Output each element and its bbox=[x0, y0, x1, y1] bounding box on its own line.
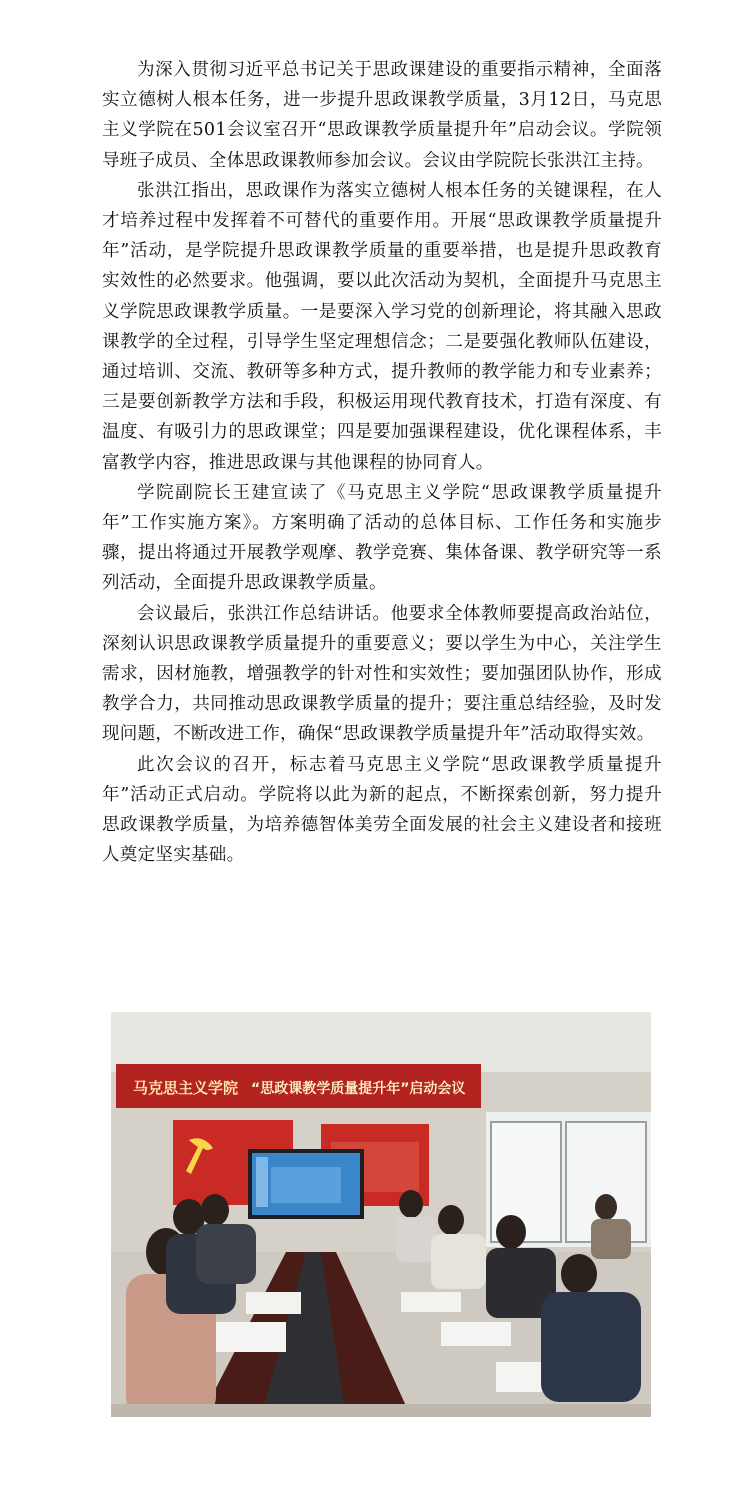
paragraph-2: 张洪江指出，思政课作为落实立德树人根本任务的关键课程，在人才培养过程中发挥着不可替代的重要作用。开展“思政课教学质量提升年”活动，是学院提升思政课教学质量的重要举措，也是提升思政教育实效性的必然要求。他强调，要以此次活动为契机，全面提升马克思主义学院思政课教学质量。一是要深入学习党的创新理论，将其融入思政课教学的全过程，引导学生坚定理想信念；二是要强化教师队伍建设，通过培训、交流、教研等多种方式，提升教师的教学能力和专业素养；三是要创新教学方法和手段，积极运用现代教育技术，打造有深度、有温度、有吸引力的思政课堂；四是要加强课程建设，优化课程体系，丰富教学内容，推进思政课与其他课程的协同育人。 bbox=[102, 180, 662, 473]
paragraph-5: 此次会议的召开，标志着马克思主义学院“思政课教学质量提升年”活动正式启动。学院将以此为新的起点，不断探索创新，努力提升思政课教学质量，为培养德智体美劳全面发展的社会主义建设者和接班人奠定坚实基础。 bbox=[102, 754, 662, 866]
banner-right-text: “思政课教学质量提升年”启动会议 bbox=[251, 1081, 466, 1097]
paragraph-1: 为深入贯彻习近平总书记关于思政课建设的重要指示精神，全面落实立德树人根本任务，进一步提升思政课教学质量，3月12日，马克思主义学院在501会议室召开“思政课教学质量提升年”启动会议。学院领导班子成员、全体思政课教师参加会议。会议由学院院长张洪江主持。 bbox=[102, 60, 662, 171]
paragraph-3: 学院副院长王建宣读了《马克思主义学院“思政课教学质量提升年”工作实施方案》。方案明确了活动的总体目标、工作任务和实施步骤，提出将通过开展教学观摩、教学竞赛、集体备课、教学研究等一系列活动，全面提升思政课教学质量。 bbox=[102, 482, 662, 594]
meeting-photo bbox=[111, 1012, 651, 1417]
article-body bbox=[102, 55, 662, 870]
paragraph-4: 会议最后，张洪江作总结讲话。他要求全体教师要提高政治站位，深刻认识思政课教学质量提升的重要意义；要以学生为中心，关注学生需求，因材施教，增强教学的针对性和实效性；要加强团队协作，形成教学合力，共同推动思政课教学质量的提升；要注重总结经验，及时发现问题，不断改进工作，确保“思政课教学质量提升年”活动取得实效。 bbox=[102, 603, 662, 745]
meeting-photo-illustration bbox=[111, 1012, 651, 1417]
banner-left-text: 马克思主义学院 bbox=[133, 1079, 239, 1097]
